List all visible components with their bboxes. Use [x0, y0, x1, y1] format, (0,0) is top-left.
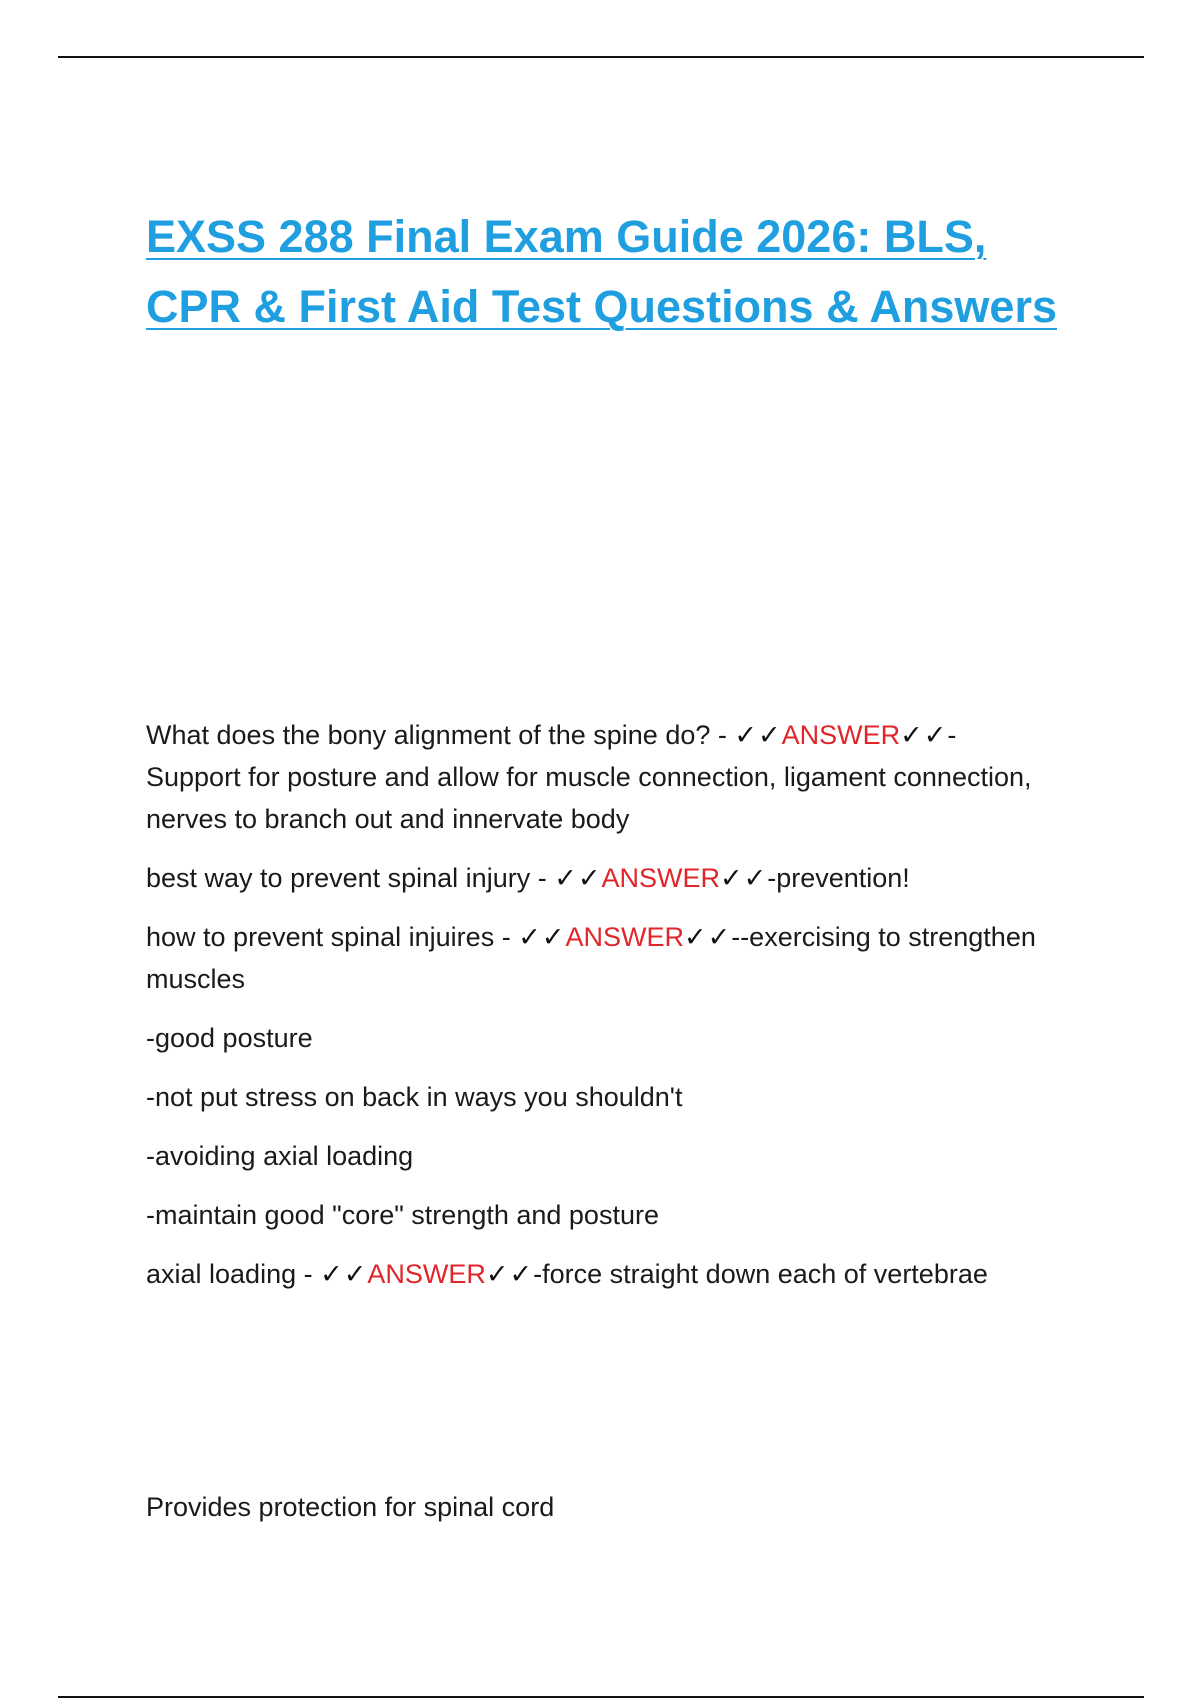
- qa-entry: [146, 857, 1046, 899]
- list-item: -good posture: [146, 1023, 313, 1053]
- answer-text: -force straight down each of vertebrae: [533, 1259, 988, 1289]
- checkmark-icon: ✓✓: [320, 1259, 368, 1289]
- question-text: best way to prevent spinal injury -: [146, 863, 555, 893]
- list-item: -not put stress on back in ways you shouldn't: [146, 1082, 683, 1112]
- answer-text: -Support for posture and allow for muscle connection, ligament connection, nerves to branch out and innervate body: [146, 720, 1032, 834]
- answer-text: -prevention!: [767, 863, 910, 893]
- answer-label: ANSWER: [367, 1259, 486, 1289]
- qa-content: [146, 714, 1046, 1312]
- header-rule: [58, 56, 1144, 58]
- title-line-1: EXSS 288 Final Exam Guide 2026: BLS,: [146, 211, 987, 262]
- checkmark-icon: ✓✓: [900, 720, 948, 750]
- answer-label: ANSWER: [781, 720, 901, 750]
- list-item: -avoiding axial loading: [146, 1141, 414, 1171]
- answer-label: ANSWER: [601, 863, 720, 893]
- question-text: What does the bony alignment of the spine do? -: [146, 720, 735, 750]
- question-text: how to prevent spinal injuires -: [146, 922, 519, 952]
- checkmark-icon: ✓✓: [518, 922, 566, 952]
- qa-entry: [146, 1253, 1046, 1295]
- qa-entry: [146, 916, 1046, 1000]
- answer-text: --exercising to strengthen muscles: [146, 922, 1036, 994]
- question-text: axial loading -: [146, 1259, 321, 1289]
- checkmark-icon: ✓✓: [734, 720, 782, 750]
- title-line-2: CPR & First Aid Test Questions & Answers: [146, 281, 1057, 332]
- answer-label: ANSWER: [565, 922, 684, 952]
- list-item: -maintain good "core" strength and posture: [146, 1200, 659, 1230]
- trailing-text: Provides protection for spinal cord: [146, 1492, 555, 1522]
- checkmark-icon: ✓✓: [485, 1259, 534, 1289]
- footer-rule: [58, 1696, 1144, 1698]
- document-title[interactable]: [146, 202, 1106, 342]
- qa-entry: [146, 714, 1046, 840]
- checkmark-icon: ✓✓: [719, 863, 768, 893]
- checkmark-icon: ✓✓: [683, 922, 732, 952]
- checkmark-icon: ✓✓: [554, 863, 602, 893]
